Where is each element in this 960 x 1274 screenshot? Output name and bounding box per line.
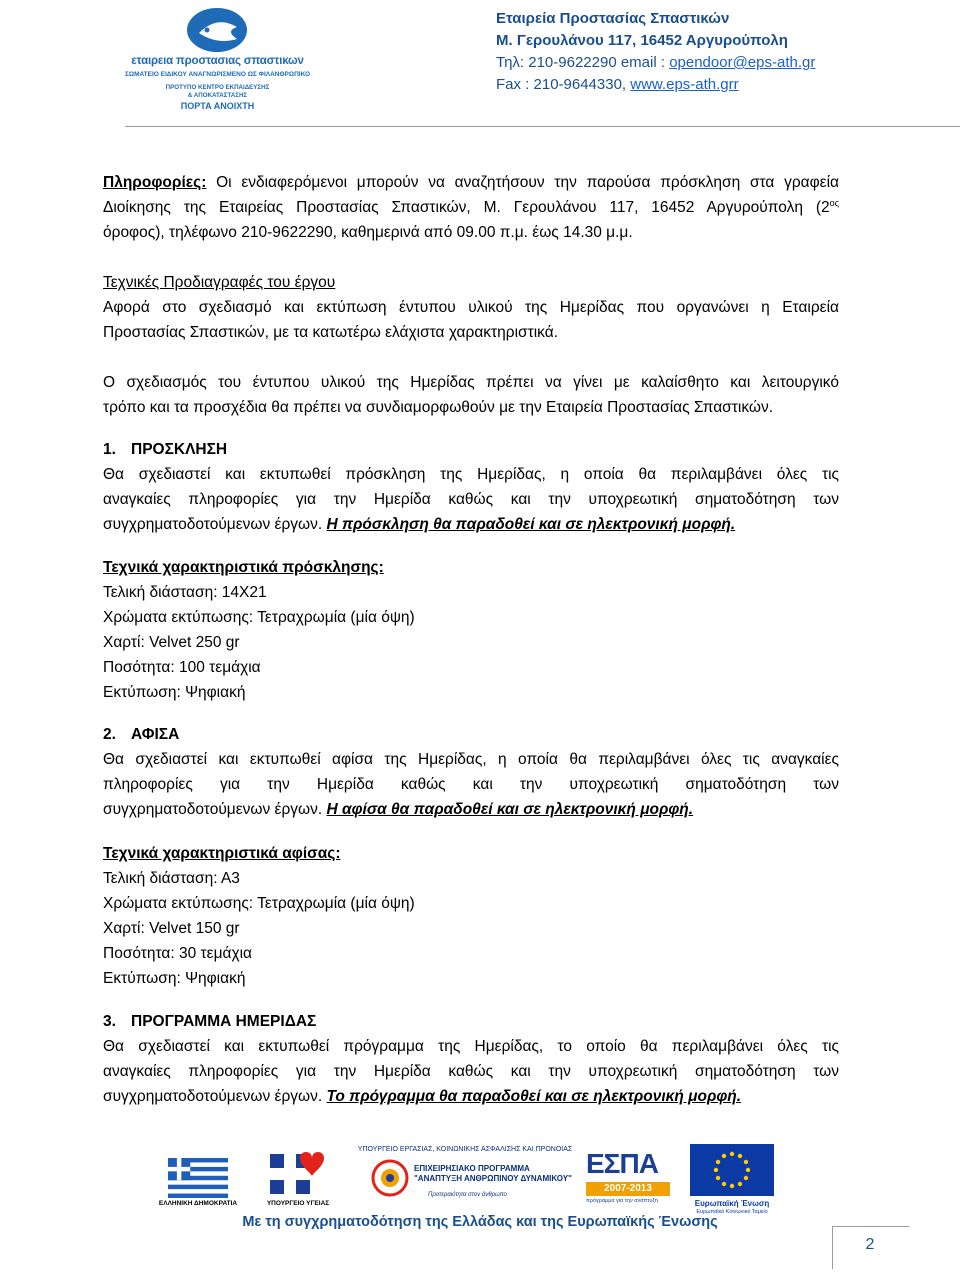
delivery-note: Το πρόγραμμα θα παραδοθεί και σε ηλεκτρονική μορφή. [326, 1088, 742, 1105]
email-link[interactable]: opendoor@eps-ath.gr [669, 54, 816, 71]
spec-item: Ποσότητα: 100 τεμάχια [103, 659, 261, 676]
eu-flag-icon [690, 1144, 774, 1196]
logo-tagline: ΠΟΡΤΑ ΑΝΟΙΧΤΗ [180, 101, 255, 111]
section-body: Θα σχεδιαστεί και εκτυπωθεί αφίσα της Ημερίδας, η οποία θα περιλαμβάνει όλες τις αναγκαίες πληροφορίες για την Ημερίδα καθώς και την υποχρεωτική σηματοδότηση των συγχρηματοδοτούμενων έργων. Η αφίσα θα παραδοθεί και σε ηλεκτρονική μορφή. [103, 751, 839, 818]
delivery-note: Η πρόσκληση θα παραδοθεί και σε ηλεκτρονική μορφή. [326, 516, 736, 533]
spec-list [103, 841, 415, 991]
ministry-caption: ΥΠΟΥΡΓΕΙΟ ΥΓΕΙΑΣ [266, 1200, 330, 1207]
section-body: Θα σχεδιαστεί και εκτυπωθεί πρόγραμμα της Ημερίδας, το οποίο θα περιλαμβάνει όλες τις αναγκαίες πληροφορίες για την Ημερίδα καθώς και την υποχρεωτική σηματοδότηση των συγχρηματοδοτούμενων έργων. Το πρόγραμμα θα παραδοθεί και σε ηλεκτρονική μορφή. [103, 1038, 839, 1105]
flag-caption: ΕΛΛΗΝΙΚΗ ΔΗΜΟΚΡΑΤΙΑ [158, 1200, 238, 1207]
logo-center-line: ΠΡΟΤΥΠΟ ΚΕΝΤΡΟ ΕΚΠΑΙΔΕΥΣΗΣ & ΑΠΟΚΑΤΑΣΤΑΣΗΣ [165, 84, 270, 99]
specs-paragraph-2: Ο σχεδιασμός του έντυπου υλικού της Ημερίδας πρέπει να γίνει με καλαίσθητο και λειτουργικό τρόπο και τα προσχέδια θα πρέπει να συνδιαμορφωθούν με την Εταιρεία Προστασίας Σπαστικών. [103, 374, 839, 416]
page-number: 2 [865, 1236, 875, 1253]
info-label: Πληροφορίες: [103, 174, 207, 191]
funding-logos [150, 1140, 930, 1216]
cofunding-statement: Με τη συγχρηματοδότηση της Ελλάδας και της Ευρωπαϊκής Ένωσης [242, 1214, 718, 1230]
spec-item: Τελική διάσταση: 14Χ21 [103, 584, 267, 601]
website-link[interactable]: www.eps-ath.grr [630, 76, 739, 93]
spec-list-title: Τεχνικά χαρακτηριστικά αφίσας: [103, 845, 341, 862]
contact-block [496, 8, 956, 96]
eu-fund-caption: Ευρωπαϊκό Κοινωνικό Ταμείο [696, 1209, 768, 1215]
logo-subtitle: ΣΩΜΑΤΕΙΟ ΕΙΔΙΚΟΥ ΑΝΑΓΝΩΡΙΣΜΕΝΟ ΩΣ ΦΙΛΑΝΘΡΩΠΙΚΟ [125, 71, 311, 78]
organization-name: Εταιρεία Προστασίας Σπαστικών [496, 10, 730, 27]
operational-program-logo: ΥΠΟΥΡΓΕΙΟ ΕΡΓΑΣΙΑΣ, ΚΟΙΝΩΝΙΚΗΣ ΑΣΦΑΛΙΣΗΣ ΚΑΙ ΠΡΟΝΟΙΑΣ ΕΠΙΧΕΙΡΗΣΙΑΚΟ ΠΡΟΓΡΑΜΜΑ "ΑΝΑΠΤΥΞΗ ΑΝΘΡΩΠΙΝΟΥ ΔΥΝΑΜΙΚΟΥ" Προτεραιότητα στον άνθρωπο [357, 1146, 573, 1198]
fish-logo-icon [177, 5, 257, 55]
program-name: ΕΠΙΧΕΙΡΗΣΙΑΚΟ ΠΡΟΓΡΑΜΜΑ "ΑΝΑΠΤΥΞΗ ΑΝΘΡΩΠΙΝΟΥ ΔΥΝΑΜΙΚΟΥ" [414, 1164, 572, 1183]
spec-item: Εκτύπωση: Ψηφιακή [103, 970, 246, 987]
program-tagline: Προτεραιότητα στον άνθρωπο [428, 1192, 507, 1198]
section-body: Θα σχεδιαστεί και εκτυπωθεί πρόσκληση της Ημερίδας, η οποία θα περιλαμβάνει όλες τις αναγκαίες πληροφορίες για την Ημερίδα καθώς και την υποχρεωτική σηματοδότηση των συγχρηματοδοτούμενων έργων. Η πρόσκληση θα παραδοθεί και σε ηλεκτρονική μορφή. [103, 466, 839, 533]
spec-item: Χρώματα εκτύπωσης: Τετραχρωμία (μία όψη) [103, 609, 415, 626]
spec-item: Χρώματα εκτύπωσης: Τετραχρωμία (μία όψη) [103, 895, 415, 912]
section-title: 2. ΑΦΙΣΑ [103, 726, 180, 743]
delivery-note: Η αφίσα θα παραδοθεί και σε ηλεκτρονική μορφή. [326, 801, 694, 818]
logo-name: εταιρεια προστασιας σπαστικων [131, 55, 304, 67]
espa-logo: ΕΣΠΑ 2007-2013 πρόγραμμα για την ανάπτυξη [586, 1148, 676, 1208]
spec-item: Ποσότητα: 30 τεμάχια [103, 945, 253, 962]
section-title: 3. ΠΡΟΓΡΑΜΜΑ ΗΜΕΡΙΔΑΣ [103, 1013, 317, 1030]
spec-list [103, 555, 415, 705]
phone-email-line: Τηλ: 210-9622290 email : opendoor@eps-ath.gr [496, 54, 816, 71]
fax-website-line: Fax : 210-9644330, www.eps-ath.grr [496, 76, 739, 93]
eu-caption: Ευρωπαϊκή Ένωση [694, 1199, 770, 1208]
ministry-of-health-icon [268, 1144, 328, 1200]
spec-item: Χαρτί: Velvet 250 gr [103, 634, 240, 651]
section-title: 1. ΠΡΟΣΚΛΗΣΗ [103, 441, 228, 458]
spec-list-title: Τεχνικά χαρακτηριστικά πρόσκλησης: [103, 559, 384, 576]
spec-item: Χαρτί: Velvet 150 gr [103, 920, 240, 937]
spec-item: Τελική διάσταση: Α3 [103, 870, 240, 887]
greek-flag-icon [168, 1158, 228, 1198]
info-paragraph: Πληροφορίες: Οι ενδιαφερόμενοι μπορούν να αναζητήσουν την παρούσα πρόσκληση στα γραφεία Διοίκησης της Εταιρείας Προστασίας Σπαστικών, Μ. Γερουλάνου 117, 16452 Αργυρούπολη ($2^{o\varsigma}$ όροφος), τηλέφωνο 210-9622290, καθημερινά από 09.00 π.μ. έως 14.30 μ.μ. [103, 174, 839, 241]
organization-logo [125, 5, 310, 113]
header-divider [125, 126, 960, 127]
program-emblem-icon [370, 1158, 410, 1198]
organization-address: Μ. Γερουλάνου 117, 16452 Αργυρούπολη [496, 32, 788, 49]
specs-intro: Τεχνικές Προδιαγραφές του έργου Αφορά στο σχεδιασμό και εκτύπωση έντυπου υλικού της Ημερίδας που οργανώνει η Εταιρεία Προστασίας Σπαστικών, με τα κατωτέρω ελάχιστα χαρακτηριστικά. [103, 270, 839, 345]
spec-item: Εκτύπωση: Ψηφιακή [103, 684, 246, 701]
specs-heading: Τεχνικές Προδιαγραφές του έργου [103, 274, 336, 291]
